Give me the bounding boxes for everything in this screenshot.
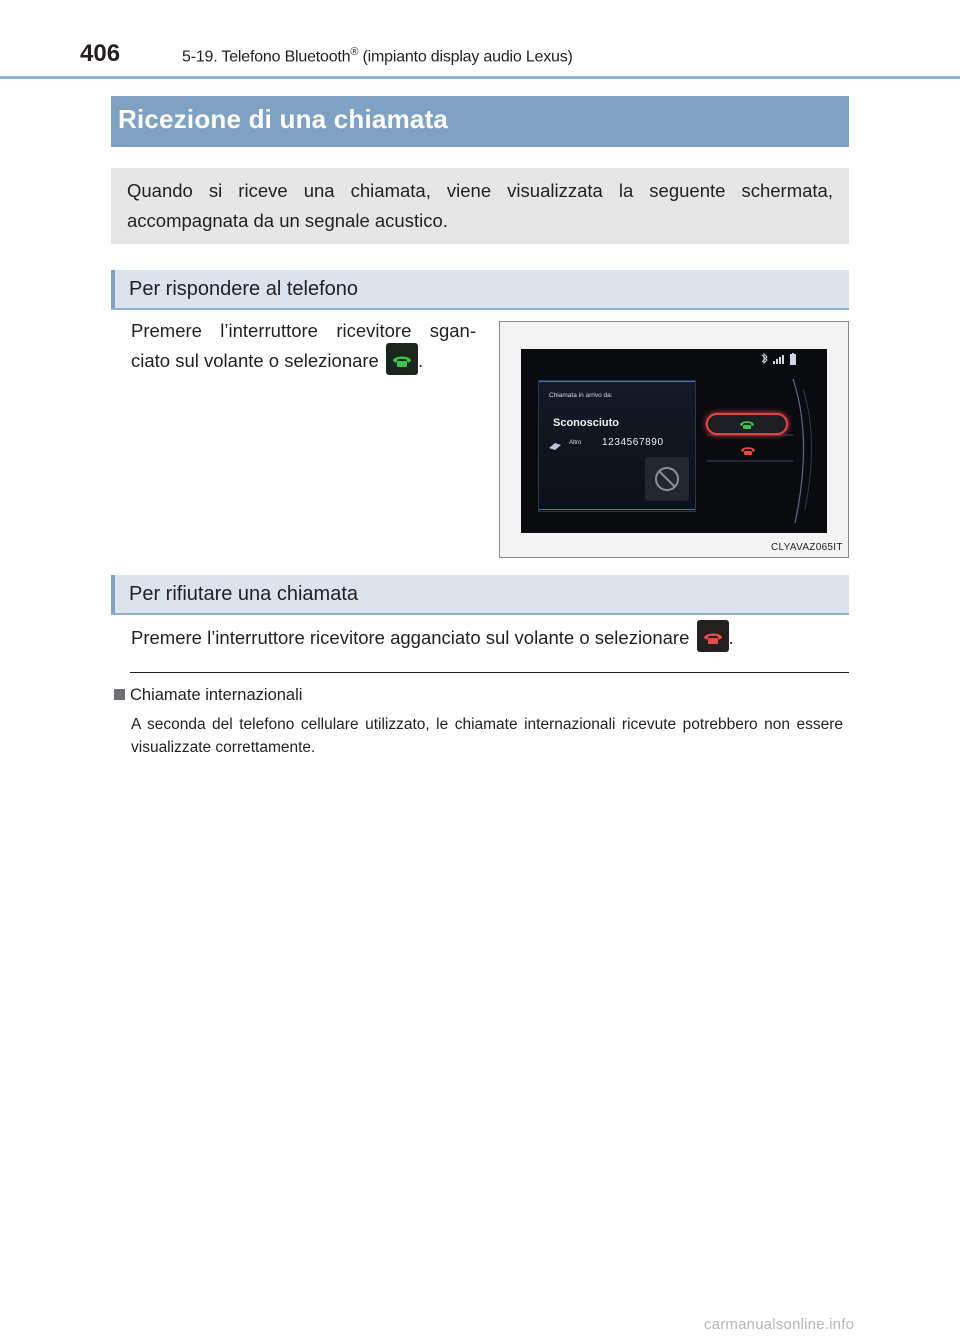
- intro-text: Quando si riceve una chiamata, viene visualizzata la seguente schermata, accompagnata da un segnale acustico.: [127, 180, 833, 231]
- caller-name: Sconosciuto: [553, 417, 620, 429]
- reject-heading: Per rifiutare una chiamata: [129, 583, 359, 605]
- chapter-title: [182, 46, 573, 66]
- reject-text-main: Premere l’interruttore ricevitore agganciato sul volante o selezionare: [131, 627, 695, 648]
- header-rule: [0, 76, 960, 79]
- phone-answer-icon: [386, 343, 418, 375]
- reject-text: [131, 623, 846, 655]
- note-text: A seconda del telefono cellulare utilizzato, le chiamate internazionali ricevute potrebbero non essere visualizzate correttamente.: [131, 716, 843, 756]
- answer-text-end: .: [417, 350, 424, 371]
- reject-text-end: .: [728, 627, 734, 648]
- chapter-suffix: (impianto display audio Lexus): [358, 48, 573, 66]
- incoming-call-label: Chiamata in arrivo da:: [549, 392, 613, 399]
- section-title: Ricezione di una chiamata: [118, 104, 449, 134]
- chapter-prefix: 5-19. Telefono Bluetooth: [182, 48, 351, 66]
- page-number: 406: [80, 40, 121, 67]
- answer-text-line1: Premere l’interruttore ricevitore sgan-: [131, 320, 476, 341]
- registered-mark: ®: [350, 46, 359, 58]
- answer-text-line2: [131, 346, 476, 378]
- square-bullet-icon: [114, 689, 125, 700]
- answer-heading: Per rispondere al telefono: [129, 278, 359, 300]
- answer-text-main: ciato sul volante o selezionare: [131, 350, 384, 371]
- contact-type: Altro: [569, 440, 582, 446]
- answer-heading-marker: [111, 270, 115, 308]
- contact-book-icon: [548, 438, 562, 448]
- status-bar-icons: [759, 352, 799, 366]
- note-rule: [130, 672, 849, 673]
- panel-top-rule: [539, 381, 695, 382]
- note-title-text: Chiamate internazionali: [130, 686, 303, 704]
- phone-number: 1234567890: [602, 437, 664, 448]
- decline-call-button[interactable]: [710, 441, 786, 459]
- panel-bottom-rule: [539, 509, 695, 510]
- phone-hangup-icon: [697, 620, 729, 652]
- block-button[interactable]: [645, 457, 689, 501]
- note-title: [114, 686, 302, 705]
- answer-call-button[interactable]: [706, 413, 788, 435]
- figure-code: CLYAVAZ065IT: [771, 542, 843, 553]
- watermark: carmanualsonline.info: [704, 1316, 855, 1333]
- reject-heading-marker: [111, 575, 115, 613]
